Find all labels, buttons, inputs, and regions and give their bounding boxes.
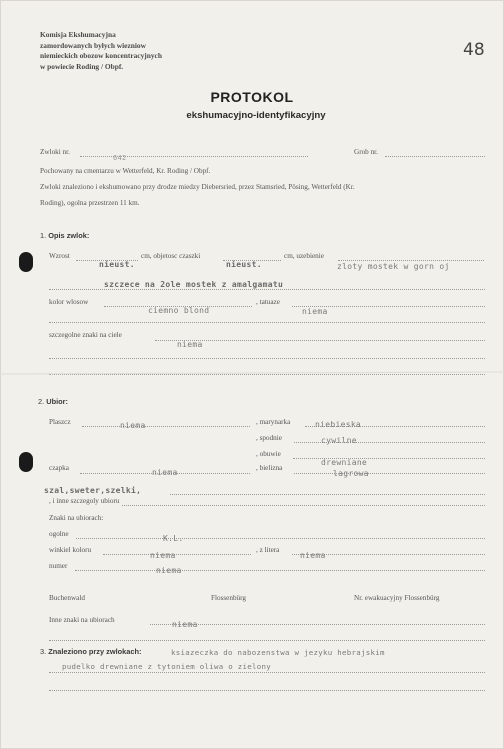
litera-label: , z litera xyxy=(256,546,280,554)
zwloki-label: Zwloki nr. xyxy=(40,148,70,156)
section-1-heading xyxy=(40,231,89,240)
tatuaze-value: niema xyxy=(302,307,328,316)
found-items-value-1: ksiazeczka do nabozenstwa w jezyku hebrajskim xyxy=(171,648,385,657)
document-title: PROTOKOL xyxy=(210,89,294,105)
inne-znaki-value: niema xyxy=(172,620,198,629)
bielizna-value: lagrowa xyxy=(333,469,369,478)
section-3-heading xyxy=(40,647,141,656)
wzrost-label: Wzrost xyxy=(49,252,70,260)
section-3-number: 3. xyxy=(40,647,47,656)
kolor-wlosow-label: kolor wlosow xyxy=(49,298,89,306)
page-number: 48 xyxy=(463,40,485,60)
section-2-title: Ubior: xyxy=(46,397,68,406)
commission-header xyxy=(40,30,162,72)
numer-value: niema xyxy=(156,566,182,575)
marynarka-value: niebieska xyxy=(315,420,362,429)
plaszcz-label: Plaszcz xyxy=(49,418,71,426)
spodnie-label: , spodnie xyxy=(256,434,282,442)
znaki-na-ciele-value: niema xyxy=(177,340,203,349)
kolor-wlosow-value: ciemno blond xyxy=(148,306,210,315)
handwritten-number: 642 xyxy=(113,154,127,162)
tatuaze-label: , tatuaze xyxy=(256,298,280,306)
inne-znaki-label: Inne znaki na ubiorach xyxy=(49,616,115,624)
flossenburg-label: Flossenbürg xyxy=(211,594,247,602)
punch-hole-lower xyxy=(19,452,33,472)
czapka-label: czapka xyxy=(49,464,69,472)
header-line-4: w powiecie Roding / Obpf. xyxy=(40,61,124,71)
uzebienie-value-1: zloty mostek w gorn oj xyxy=(337,262,450,271)
winkiel-value: niema xyxy=(150,551,176,560)
grob-label: Grob nr. xyxy=(354,148,378,156)
obuwie-label: , obuwie xyxy=(256,450,281,458)
buchenwald-label: Buchenwald xyxy=(49,594,85,602)
header-line-1: Komisja Ekshumacyjna xyxy=(40,30,116,39)
plaszcz-value: niema xyxy=(120,421,146,430)
punch-hole-upper xyxy=(19,252,33,272)
bielizna-label: , bielizna xyxy=(256,464,283,472)
czaszka-label: cm, objetosc czaszki xyxy=(141,252,201,260)
header-line-2: zamordowanych byłych wiezniow xyxy=(40,40,146,50)
zwloki-location-line-1: Zwloki znaleziono i ekshumowano przy drodze miedzy Diebersried, przez Stamsried, Pösing, Wetterfeld (Kr. xyxy=(40,183,355,191)
uzebienie-label: cm, uzebienie xyxy=(284,252,324,260)
marynarka-label: , marynarka xyxy=(256,418,291,426)
nr-ewakuacyjny-label: Nr. ewakuacyjny Flossenbürg xyxy=(354,594,440,602)
inne-szczegoly-label: , i inne szczegoly ubioru xyxy=(49,497,120,505)
znaki-na-ciele-label: szczegolne znaki na ciele xyxy=(49,331,122,339)
uzebienie-value-2: szczece na 2ole mostek z amalgamatu xyxy=(104,280,284,289)
czapka-value: niema xyxy=(152,468,178,477)
ogolne-label: ogolne xyxy=(49,530,69,538)
pochowany-text: Pochowany na cmentarzu w Wetterfeld, Kr. Roding / Obpf. xyxy=(40,167,211,175)
section-2-heading xyxy=(38,397,68,406)
section-1-number: 1. xyxy=(40,231,47,240)
obuwie-value: drewniane xyxy=(321,458,368,467)
section-3-title: Znaleziono przy zwlokach: xyxy=(48,647,142,656)
spodnie-value: cywilne xyxy=(321,436,357,445)
czaszka-value: nieust. xyxy=(226,260,262,269)
zwloki-location-line-2: Roding), ogolna przestrzen 11 km. xyxy=(40,199,140,207)
inne-szczegoly-value: szal,sweter,szelki, xyxy=(44,486,142,495)
numer-label: numer xyxy=(49,562,68,570)
section-1-title: Opis zwlok: xyxy=(48,231,90,240)
document-subtitle: ekshumacyjno-identyfikacyjny xyxy=(186,110,326,121)
winkiel-label: winkiel koloru xyxy=(49,546,92,554)
litera-value: niema xyxy=(300,551,326,560)
ogolne-value: K.L. xyxy=(163,534,184,543)
found-items-value-2: pudelko drewniane z tytoniem oliwa o zielony xyxy=(62,662,271,671)
section-2-number: 2. xyxy=(38,397,45,406)
header-line-3: niemieckich obozow koncentracyjnych xyxy=(40,51,162,61)
wzrost-value: nieust. xyxy=(99,260,135,269)
znaki-na-ubiorach-heading: Znaki na ubiorach: xyxy=(49,514,104,522)
